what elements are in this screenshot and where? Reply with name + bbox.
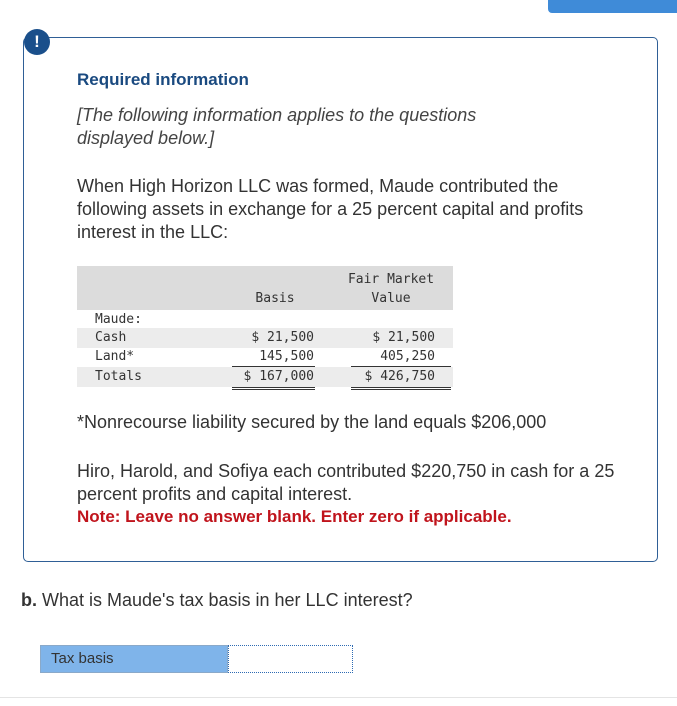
answer-row bbox=[40, 645, 353, 673]
total-double-rule bbox=[351, 387, 451, 388]
total-double-rule bbox=[232, 389, 315, 390]
total-double-rule bbox=[351, 389, 451, 390]
question-prefix: b. bbox=[21, 590, 37, 610]
fmv-value: $ 21,500 bbox=[372, 330, 435, 345]
fmv-value: 405,250 bbox=[380, 349, 435, 364]
question-body: What is Maude's tax basis in her LLC interest? bbox=[37, 590, 413, 610]
row-label: Land* bbox=[95, 349, 135, 364]
table-row-totals bbox=[77, 367, 453, 387]
basis-total: $ 167,000 bbox=[243, 369, 314, 384]
row-label: Cash bbox=[95, 330, 127, 345]
basis-value: 145,500 bbox=[259, 349, 314, 364]
intro-paragraph: When High Horizon LLC was formed, Maude contributed the following assets in exchange for a 25 percent capital and profits interest in the LLC: bbox=[77, 176, 584, 242]
partners-paragraph: Hiro, Harold, and Sofiya each contributed $220,750 in cash for a 25 percent profits and capital interest. bbox=[77, 461, 615, 504]
answer-note: Note: Leave no answer blank. Enter zero if applicable. bbox=[77, 507, 512, 526]
bottom-divider bbox=[0, 697, 677, 698]
question-text bbox=[21, 590, 413, 611]
table-row bbox=[77, 328, 453, 348]
top-nav-tab[interactable] bbox=[548, 0, 677, 13]
required-info-title: Required information bbox=[77, 70, 249, 89]
tax-basis-input[interactable] bbox=[228, 645, 353, 673]
table-header bbox=[77, 266, 453, 310]
asset-table bbox=[77, 266, 453, 390]
liability-footnote: *Nonrecourse liability secured by the land equals $206,000 bbox=[77, 412, 547, 432]
basis-value: $ 21,500 bbox=[251, 330, 314, 345]
basis-column-header: Basis bbox=[255, 291, 295, 306]
table-row-owner bbox=[77, 310, 453, 330]
alert-icon: ! bbox=[24, 29, 50, 55]
total-double-rule bbox=[232, 387, 315, 388]
table-row bbox=[77, 347, 453, 367]
fmv-total: $ 426,750 bbox=[364, 369, 435, 384]
owner-label: Maude: bbox=[95, 312, 142, 327]
fmv-column-header: Fair Market Value bbox=[347, 272, 435, 306]
required-info-subtitle: [The following information applies to the questions displayed below.] bbox=[77, 105, 477, 148]
tax-basis-label: Tax basis bbox=[40, 645, 228, 673]
row-label: Totals bbox=[95, 369, 142, 384]
